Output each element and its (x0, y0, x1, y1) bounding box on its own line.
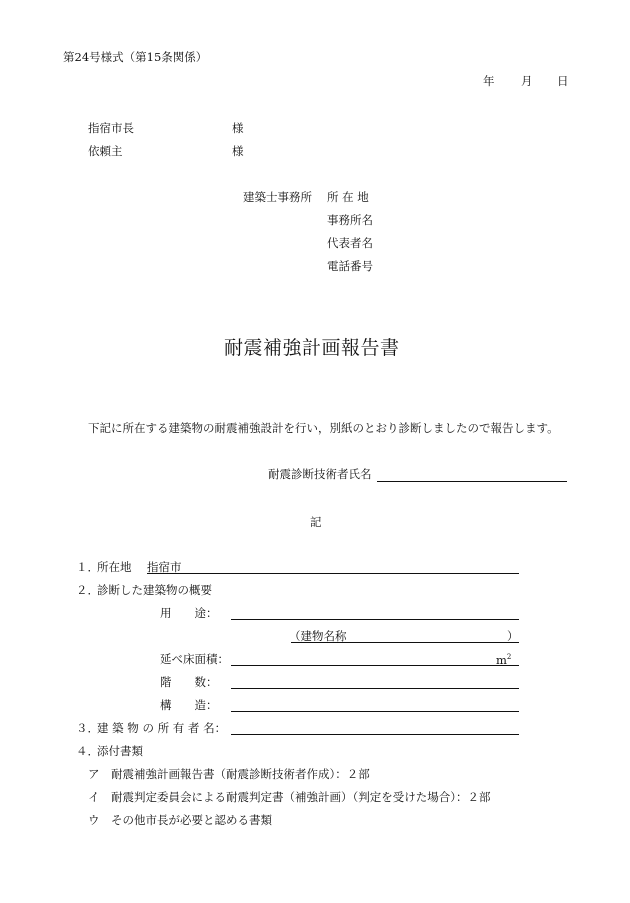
building-name-open: （建物名称 (289, 629, 347, 643)
addressee-mayor-honorific: 様 (232, 121, 244, 135)
addressee-client-honorific: 様 (232, 144, 244, 158)
technician-name-line[interactable] (377, 481, 567, 482)
use-line[interactable] (231, 619, 519, 620)
office-address-label: 所 在 地 (327, 190, 369, 204)
attachment-a-mark: ア (88, 767, 100, 781)
page-title: 耐震補強計画報告書 (224, 337, 400, 359)
ki-heading: 記 (310, 515, 322, 529)
location-value: 指宿市 (147, 560, 182, 574)
date-year: 年 (483, 74, 495, 88)
item4-label: 添付書類 (97, 744, 143, 758)
attachment-a-text: 耐震補強計画報告書（耐震診断技術者作成）：２部 (111, 767, 370, 781)
attachment-c-text: その他市長が必要と認める書類 (111, 813, 272, 827)
floor-area-unit: $m^2$ (496, 652, 512, 667)
date-day: 日 (557, 74, 569, 88)
owner-label: 建 築 物 の 所 有 者 名： (97, 721, 227, 735)
office-label: 建築士事務所 (243, 190, 312, 204)
structure-label: 構 造： (160, 698, 218, 712)
item2-number: ２． (76, 583, 99, 597)
item2-label: 診断した建築物の概要 (97, 583, 212, 597)
technician-label: 耐震診断技術者氏名 (268, 467, 372, 481)
office-phone-label: 電話番号 (327, 259, 373, 273)
date-month: 月 (521, 74, 533, 88)
addressee-mayor: 指宿市長 (88, 121, 134, 135)
office-representative-label: 代表者名 (327, 236, 373, 250)
intro-text: 下記に所在する建築物の耐震補強設計を行い，別紙のとおり診断しましたので報告します。 (88, 421, 559, 435)
attachment-b-mark: イ (88, 790, 100, 804)
floors-line[interactable] (231, 688, 519, 689)
form-reference: 第24号様式（第15条関係） (63, 50, 208, 64)
item1-label: 所在地 (97, 560, 132, 574)
owner-line[interactable] (231, 734, 519, 735)
item4-number: ４． (76, 744, 99, 758)
item3-number: ３． (76, 721, 99, 735)
addressee-client: 依頼主 (88, 144, 123, 158)
floors-label: 階 数： (160, 675, 218, 689)
use-label: 用 途： (160, 606, 218, 620)
floor-area-line[interactable] (231, 665, 519, 666)
location-line[interactable] (147, 573, 519, 574)
building-name-line[interactable] (291, 642, 519, 643)
attachment-b-text: 耐震判定委員会による耐震判定書（補強計画）（判定を受けた場合）：２部 (111, 790, 491, 804)
floor-area-label: 延べ床面積： (160, 652, 229, 666)
attachment-c-mark: ウ (88, 813, 100, 827)
building-name-close: ） (507, 629, 519, 643)
structure-line[interactable] (231, 711, 519, 712)
item1-number: １． (76, 560, 99, 574)
office-name-label: 事務所名 (327, 213, 373, 227)
